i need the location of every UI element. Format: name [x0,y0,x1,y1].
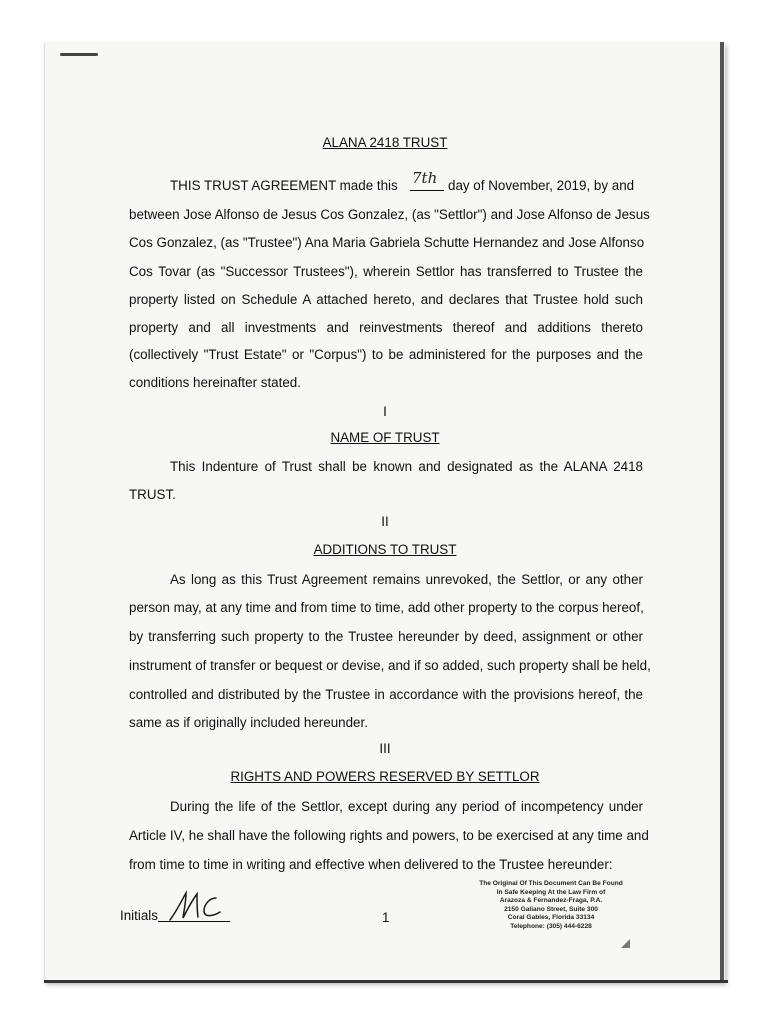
section-heading: NAME OF TRUST [330,430,440,445]
initials-line [158,921,230,922]
document-title: ALANA 2418 TRUST [322,135,448,150]
intro-line-1a: THIS TRUST AGREEMENT made this [170,178,398,193]
page-number: 1 [382,910,390,925]
stamp-line: 2150 Galiano Street, Suite 300 [504,905,598,913]
stamp-line: In Safe Keeping At the Law Firm of [496,888,606,896]
stamp-line: Arazoza & Fernandez-Fraga, P.A. [499,897,603,905]
law-firm-stamp [468,880,634,932]
intro-line-1b: day of November, 2019, by and [448,178,635,193]
handwritten-day: 7th [412,169,438,187]
section-line: person may, at any time and from time to time, add other property to the corpus hereof, [129,600,644,615]
section-heading: ADDITIONS TO TRUST [313,542,457,557]
section-numeral: III [379,741,391,756]
initials-label: Initials [120,908,158,923]
section-line: TRUST. [129,487,176,502]
stamp-line: Telephone: (305) 444-6228 [510,922,592,930]
stamp-line: The Original Of This Document Can Be Found [479,880,623,887]
intro-line: property and all investments and reinvestments thereof and additions thereto [129,320,643,335]
intro-line: between Jose Alfonso de Jesus Cos Gonzalez, (as "Settlor") and Jose Alfonso de Jesus [129,207,650,222]
page-bottom-edge [44,980,728,983]
section-numeral: II [381,514,389,529]
intro-line: property listed on Schedule A attached hereto, and declares that Trustee hold such [129,292,643,307]
intro-line: conditions hereinafter stated. [129,375,301,390]
section-line: During the life of the Settlor, except during any period of incompetency under [170,799,643,814]
section-heading: RIGHTS AND POWERS RESERVED BY SETTLOR [230,769,540,784]
stamp-line: Coral Gables, Florida 33134 [507,914,595,922]
section-line: Article IV, he shall have the following rights and powers, to be exercised at any time and [129,828,649,843]
page-edge-shadow [720,42,724,982]
intro-line: (collectively "Trust Estate" or "Corpus") to be administered for the purposes and the [129,347,643,362]
section-line: from time to time in writing and effective when delivered to the Trustee hereunder: [129,857,613,872]
section-line: As long as this Trust Agreement remains unrevoked, the Settlor, or any other [170,572,643,587]
intro-line: Cos Gonzalez, (as "Trustee") Ana Maria Gabriela Schutte Hernandez and Jose Alfonso [129,235,645,250]
day-blank-line [410,190,444,191]
staple-mark [60,53,98,56]
section-line: controlled and distributed by the Trustee in accordance with the provisions hereof, the [129,687,643,702]
section-line: instrument of transfer or bequest or devise, and if so added, such property shall be held, [129,658,651,673]
section-line: This Indenture of Trust shall be known and designated as the ALANA 2418 [170,459,643,474]
section-numeral: I [383,404,387,419]
corner-mark [621,939,630,948]
section-line: by transferring such property to the Trustee hereunder by deed, assignment or other [129,629,643,644]
intro-line: Cos Tovar (as "Successor Trustees"), wherein Settlor has transferred to Trustee the [129,264,643,279]
section-line: same as if originally included hereunder. [129,715,368,730]
